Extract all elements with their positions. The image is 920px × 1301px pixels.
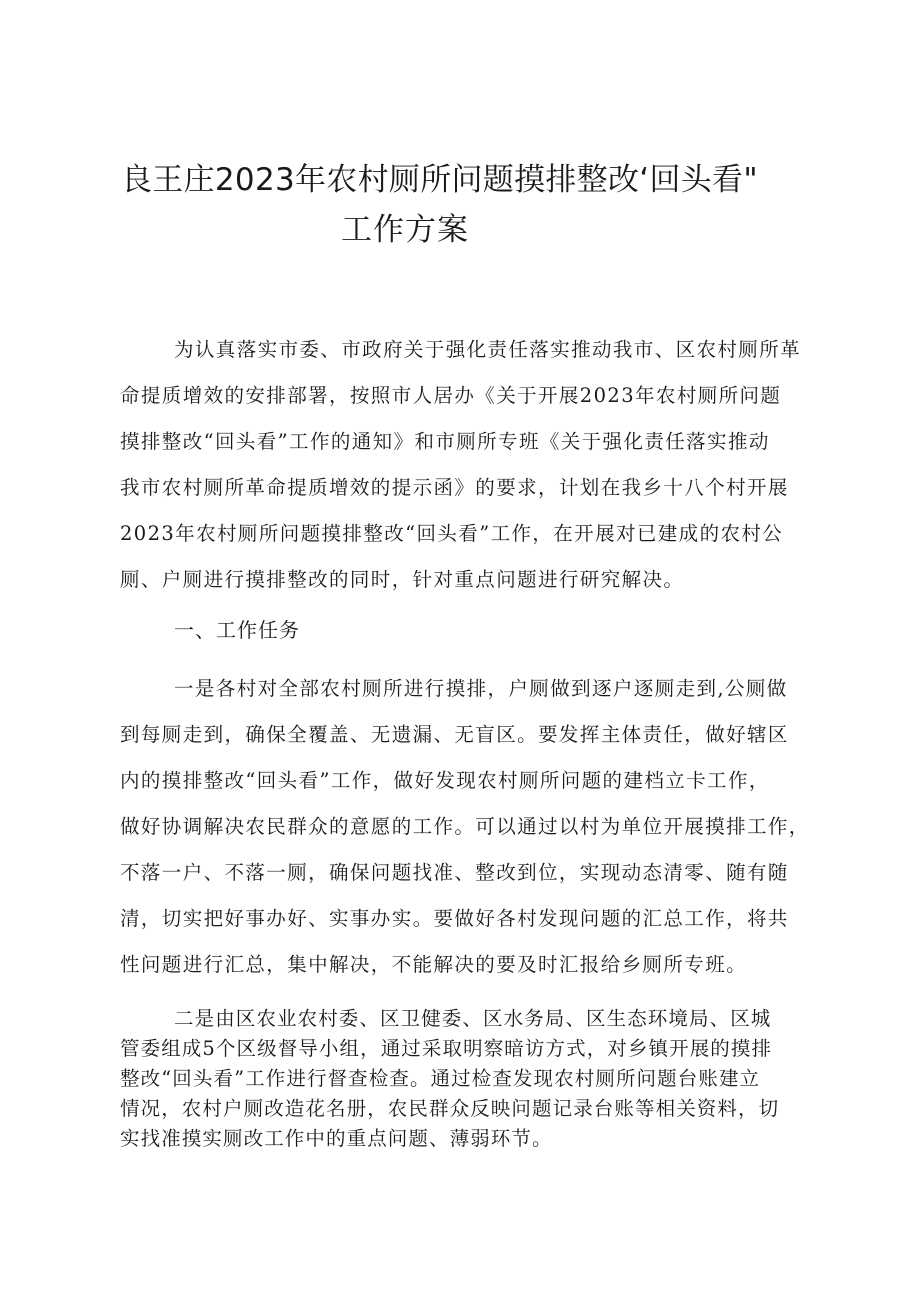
paragraph-line: 一是各村对全部农村厕所进行摸排，户厕做到逐户逐厕走到,公厕做 (174, 677, 788, 700)
paragraph-line: 管委组成5个区级督导小组，通过采取明察暗访方式，对乡镇开展的摸排 (120, 1037, 773, 1060)
paragraph-line: 为认真落实市委、市政府关于强化责任落实推动我市、区农村厕所革 (174, 338, 802, 361)
task-one-paragraph (120, 666, 820, 988)
paragraph-line: 做好协调解决农民群众的意愿的工作。可以通过以村为单位开展摸排工作， (120, 815, 810, 838)
paragraph-line: 情况，农村户厕改造花名册，农民群众反映问题记录台账等相关资料，切 (120, 1097, 780, 1120)
section-heading-work-tasks: 一、工作任务 (174, 618, 300, 642)
intro-paragraph (120, 327, 820, 603)
paragraph-line: 2023年农村厕所问题摸排整改“回头看”工作，在开展对已建成的农村公 (120, 522, 784, 545)
paragraph-line: 内的摸排整改“回头看”工作，做好发现农村厕所问题的建档立卡工作， (120, 769, 770, 792)
paragraph-line: 命提质增效的安排部署，按照市人居办《关于开展2023年农村厕所问题 (120, 384, 782, 407)
paragraph-line: 我市农村厕所革命提质增效的提示函》的要求，计划在我乡十八个村开展 (120, 476, 789, 499)
document-title-line-1: 良王庄2023年农村厕所问题摸排整改‘回头看" (121, 162, 758, 198)
paragraph-line: 厕、户厕进行摸排整改的同时，针对重点问题进行研究解决。 (120, 568, 685, 591)
paragraph-line: 性问题进行汇总，集中解决，不能解决的要及时汇报给乡厕所专班。 (120, 953, 748, 976)
paragraph-line: 整改“回头看”工作进行督查检查。通过检查发现农村厕所问题台账建立 (120, 1067, 761, 1090)
paragraph-line: 二是由区农业农村委、区卫健委、区水务局、区生态环境局、区城 (174, 1007, 772, 1030)
task-two-paragraph (120, 1004, 820, 1154)
paragraph-line: 实找准摸实厕改工作中的重点问题、薄弱环节。 (120, 1127, 553, 1150)
paragraph-line: 清，切实把好事办好、实事办实。要做好各村发现问题的汇总工作，将共 (120, 907, 789, 930)
paragraph-line: 到每厕走到，确保全覆盖、无遗漏、无盲区。要发挥主体责任，做好辖区 (120, 723, 789, 746)
document-title-line-2: 工作方案 (341, 212, 469, 248)
paragraph-line: 不落一户、不落一厕，确保问题找准、整改到位，实现动态清零、随有随 (120, 861, 789, 884)
paragraph-line: 摸排整改“回头看”工作的通知》和市厕所专班《关于强化责任落实推动 (120, 430, 770, 453)
